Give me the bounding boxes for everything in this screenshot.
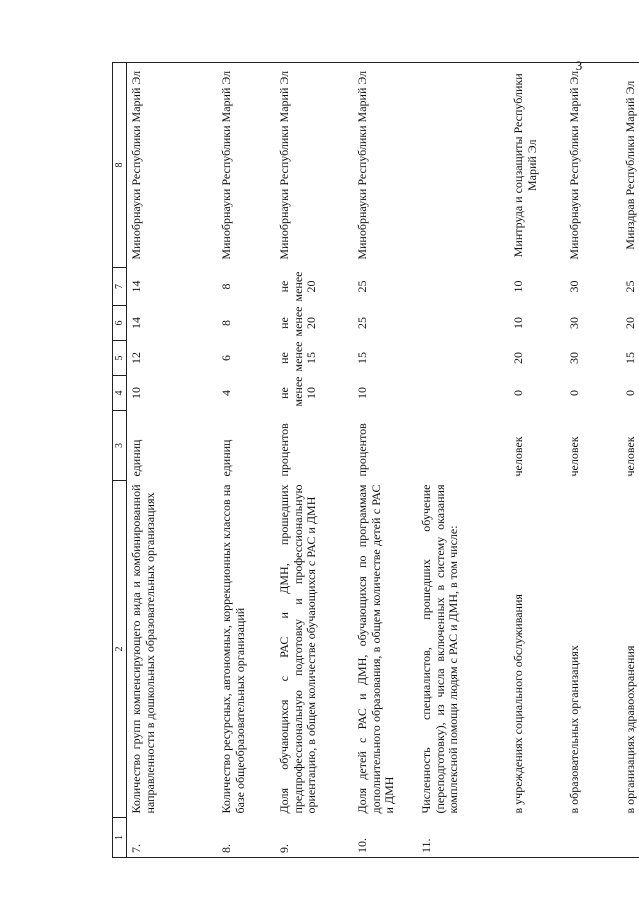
value-col6: 10 bbox=[511, 317, 526, 329]
header-cell: 5 bbox=[113, 341, 127, 376]
value-col4: 10 bbox=[129, 387, 144, 399]
unit: единиц bbox=[219, 439, 234, 477]
header-cell: 7 bbox=[113, 268, 127, 306]
value-col7: не менее 20 bbox=[277, 271, 319, 302]
value-col4: 0 bbox=[511, 390, 526, 396]
table-row bbox=[217, 63, 275, 858]
row-number: 9. bbox=[275, 818, 353, 858]
header-cell: 6 bbox=[113, 306, 127, 341]
indicator-name: Количество ресурсных, автономных, коррекционных классов на базе общеобразовательных организаций bbox=[219, 484, 247, 814]
value-col5: 20 bbox=[511, 352, 526, 364]
value-col7 bbox=[417, 268, 509, 306]
value-col5: не менее 15 bbox=[277, 341, 319, 372]
value-col7: 30 bbox=[567, 280, 582, 293]
value-col4: 0 bbox=[623, 390, 638, 396]
row-number bbox=[565, 818, 621, 858]
value-col7: 25 bbox=[623, 280, 638, 293]
responsible-org: Минобрнауки Республики Марий Эл bbox=[353, 63, 417, 268]
header-cell: 1 bbox=[113, 818, 127, 858]
row-number: 10. bbox=[353, 818, 417, 858]
indicator-name: Численность специалистов, прошедших обучение (переподготовку), из числа включенных в систему оказания комплексной помощи людям с РАС и ДМН, в том числе: bbox=[419, 484, 461, 814]
responsible-org: Минздрав Республики Марий Эл bbox=[621, 63, 639, 268]
row-number: 7. bbox=[127, 818, 218, 858]
responsible-org: Минобрнауки Республики Марий Эл bbox=[565, 63, 621, 268]
unit: процентов bbox=[277, 423, 292, 477]
value-col5: 30 bbox=[567, 352, 582, 364]
value-col5: 12 bbox=[129, 352, 144, 364]
unit: единиц bbox=[129, 439, 144, 477]
value-col7: 10 bbox=[511, 280, 526, 293]
value-col4: 0 bbox=[567, 390, 582, 396]
table-row bbox=[127, 63, 218, 858]
unit: человек bbox=[511, 436, 526, 477]
row-number: 11. bbox=[417, 818, 509, 858]
value-col6 bbox=[417, 306, 509, 341]
indicator-name: в образовательных организациях bbox=[567, 645, 582, 814]
indicator-name: Доля детей с РАС и ДМН, обучающихся по программам дополнительного образования, в общем количестве детей с РАС и ДМН bbox=[355, 484, 397, 814]
indicators-table bbox=[112, 62, 639, 858]
header-cell: 8 bbox=[113, 63, 127, 268]
unit: человек bbox=[567, 436, 582, 477]
table-row bbox=[417, 63, 509, 858]
table-row bbox=[509, 63, 565, 858]
value-col7: 8 bbox=[219, 283, 234, 290]
responsible-org bbox=[417, 63, 509, 268]
indicator-name: в организациях здравоохранения bbox=[623, 645, 638, 814]
table-row bbox=[565, 63, 621, 858]
value-col5: 15 bbox=[355, 352, 370, 364]
responsible-org: Минобрнауки Республики Марий Эл bbox=[127, 63, 218, 268]
indicator-name: в учреждениях социального обслуживания bbox=[511, 594, 526, 814]
responsible-org: Минобрнауки Республики Марий Эл bbox=[217, 63, 275, 268]
header-cell: 2 bbox=[113, 481, 127, 818]
row-number bbox=[621, 818, 639, 858]
header-cell: 3 bbox=[113, 411, 127, 481]
value-col7: 14 bbox=[129, 280, 144, 293]
value-col6: 14 bbox=[129, 317, 144, 329]
table-container bbox=[112, 63, 638, 858]
value-col4: 4 bbox=[219, 390, 234, 396]
value-col6: 30 bbox=[567, 317, 582, 329]
value-col6: 20 bbox=[623, 317, 638, 329]
value-col6: 8 bbox=[219, 320, 234, 326]
responsible-org: Минтруда и соцзащиты Республики Марий Эл bbox=[509, 63, 565, 268]
page-number: 3 bbox=[575, 58, 583, 73]
value-col4 bbox=[417, 376, 509, 411]
unit bbox=[417, 411, 509, 481]
table-row bbox=[275, 63, 353, 858]
value-col5: 15 bbox=[623, 352, 638, 364]
row-number bbox=[509, 818, 565, 858]
indicator-name: Доля обучающихся с РАС и ДМН, прошедших предпрофессиональную подготовку и профессиональную ориентацию, в общем количестве обучающихся с РАС и ДМН bbox=[277, 484, 319, 814]
responsible-org: Минобрнауки Республики Марий Эл bbox=[275, 63, 353, 268]
value-col4: не менее 10 bbox=[277, 376, 319, 407]
row-number: 8. bbox=[217, 818, 275, 858]
value-col6: 25 bbox=[355, 317, 370, 329]
value-col5 bbox=[417, 341, 509, 376]
value-col7: 25 bbox=[355, 280, 370, 293]
table-row bbox=[353, 63, 417, 858]
value-col4: 10 bbox=[355, 387, 370, 399]
value-col5: 6 bbox=[219, 355, 234, 361]
value-col6: не менее 20 bbox=[277, 306, 319, 337]
indicator-name: Количество групп компенсирующего вида и комбинированной направленности в дошкольных образовательных организациях bbox=[129, 484, 157, 814]
header-cell: 4 bbox=[113, 376, 127, 411]
unit: процентов bbox=[355, 423, 370, 477]
unit: человек bbox=[623, 436, 638, 477]
table-row bbox=[621, 63, 639, 858]
header-row bbox=[113, 63, 127, 858]
